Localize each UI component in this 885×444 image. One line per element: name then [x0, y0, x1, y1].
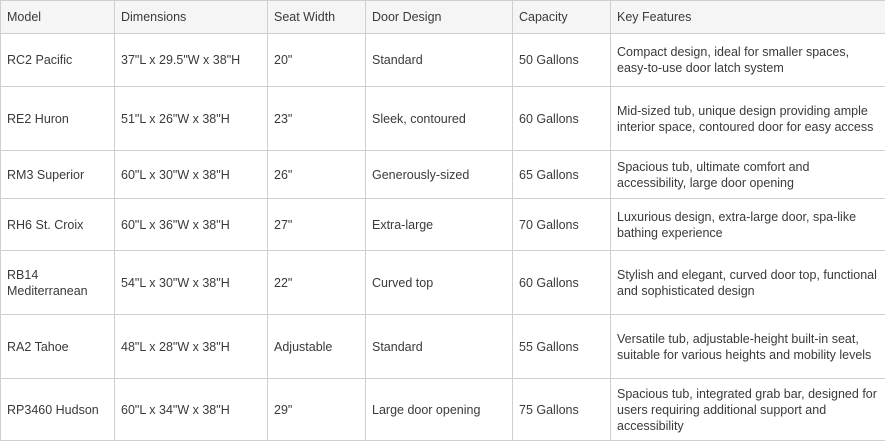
header-seat-width: Seat Width — [268, 1, 366, 34]
cell-seat-width: 27" — [268, 199, 366, 251]
cell-door-design: Standard — [366, 34, 513, 87]
cell-dimensions: 54"L x 30"W x 38"H — [115, 251, 268, 315]
cell-key-features: Mid-sized tub, unique design providing ample interior space, contoured door for easy access — [611, 87, 885, 151]
cell-dimensions: 48"L x 28"W x 38"H — [115, 315, 268, 379]
table-row — [1, 379, 885, 441]
cell-model: RH6 St. Croix — [1, 199, 115, 251]
header-dimensions: Dimensions — [115, 1, 268, 34]
cell-model: RM3 Superior — [1, 151, 115, 199]
cell-door-design: Extra-large — [366, 199, 513, 251]
table-row — [1, 87, 885, 151]
cell-seat-width: 29" — [268, 379, 366, 441]
cell-seat-width: 23" — [268, 87, 366, 151]
cell-door-design: Standard — [366, 315, 513, 379]
cell-key-features: Luxurious design, extra-large door, spa-like bathing experience — [611, 199, 885, 251]
cell-key-features: Spacious tub, ultimate comfort and accessibility, large door opening — [611, 151, 885, 199]
header-door-design: Door Design — [366, 1, 513, 34]
header-row — [1, 1, 885, 34]
cell-seat-width: Adjustable — [268, 315, 366, 379]
cell-key-features: Compact design, ideal for smaller spaces, easy-to-use door latch system — [611, 34, 885, 87]
cell-model: RB14 Mediterranean — [1, 251, 115, 315]
cell-seat-width: 20" — [268, 34, 366, 87]
cell-door-design: Curved top — [366, 251, 513, 315]
cell-key-features: Spacious tub, integrated grab bar, designed for users requiring additional support and accessibility — [611, 379, 885, 441]
table-row — [1, 199, 885, 251]
cell-door-design: Generously-sized — [366, 151, 513, 199]
cell-capacity: 70 Gallons — [513, 199, 611, 251]
table-header — [1, 1, 885, 34]
cell-model: RP3460 Hudson — [1, 379, 115, 441]
cell-seat-width: 26" — [268, 151, 366, 199]
cell-capacity: 55 Gallons — [513, 315, 611, 379]
cell-capacity: 50 Gallons — [513, 34, 611, 87]
cell-capacity: 65 Gallons — [513, 151, 611, 199]
table-row — [1, 315, 885, 379]
cell-capacity: 60 Gallons — [513, 87, 611, 151]
cell-model: RE2 Huron — [1, 87, 115, 151]
table-row — [1, 34, 885, 87]
cell-dimensions: 60"L x 34"W x 38"H — [115, 379, 268, 441]
cell-door-design: Large door opening — [366, 379, 513, 441]
cell-door-design: Sleek, contoured — [366, 87, 513, 151]
cell-dimensions: 37"L x 29.5"W x 38"H — [115, 34, 268, 87]
cell-key-features: Stylish and elegant, curved door top, functional and sophisticated design — [611, 251, 885, 315]
header-capacity: Capacity — [513, 1, 611, 34]
cell-capacity: 60 Gallons — [513, 251, 611, 315]
cell-model: RA2 Tahoe — [1, 315, 115, 379]
cell-dimensions: 60"L x 30"W x 38"H — [115, 151, 268, 199]
table-body — [1, 34, 885, 441]
cell-key-features: Versatile tub, adjustable-height built-in seat, suitable for various heights and mobility levels — [611, 315, 885, 379]
header-model: Model — [1, 1, 115, 34]
cell-dimensions: 51"L x 26"W x 38"H — [115, 87, 268, 151]
cell-capacity: 75 Gallons — [513, 379, 611, 441]
header-key-features: Key Features — [611, 1, 885, 34]
cell-seat-width: 22" — [268, 251, 366, 315]
cell-model: RC2 Pacific — [1, 34, 115, 87]
table-row — [1, 151, 885, 199]
cell-dimensions: 60"L x 36"W x 38"H — [115, 199, 268, 251]
table-row — [1, 251, 885, 315]
